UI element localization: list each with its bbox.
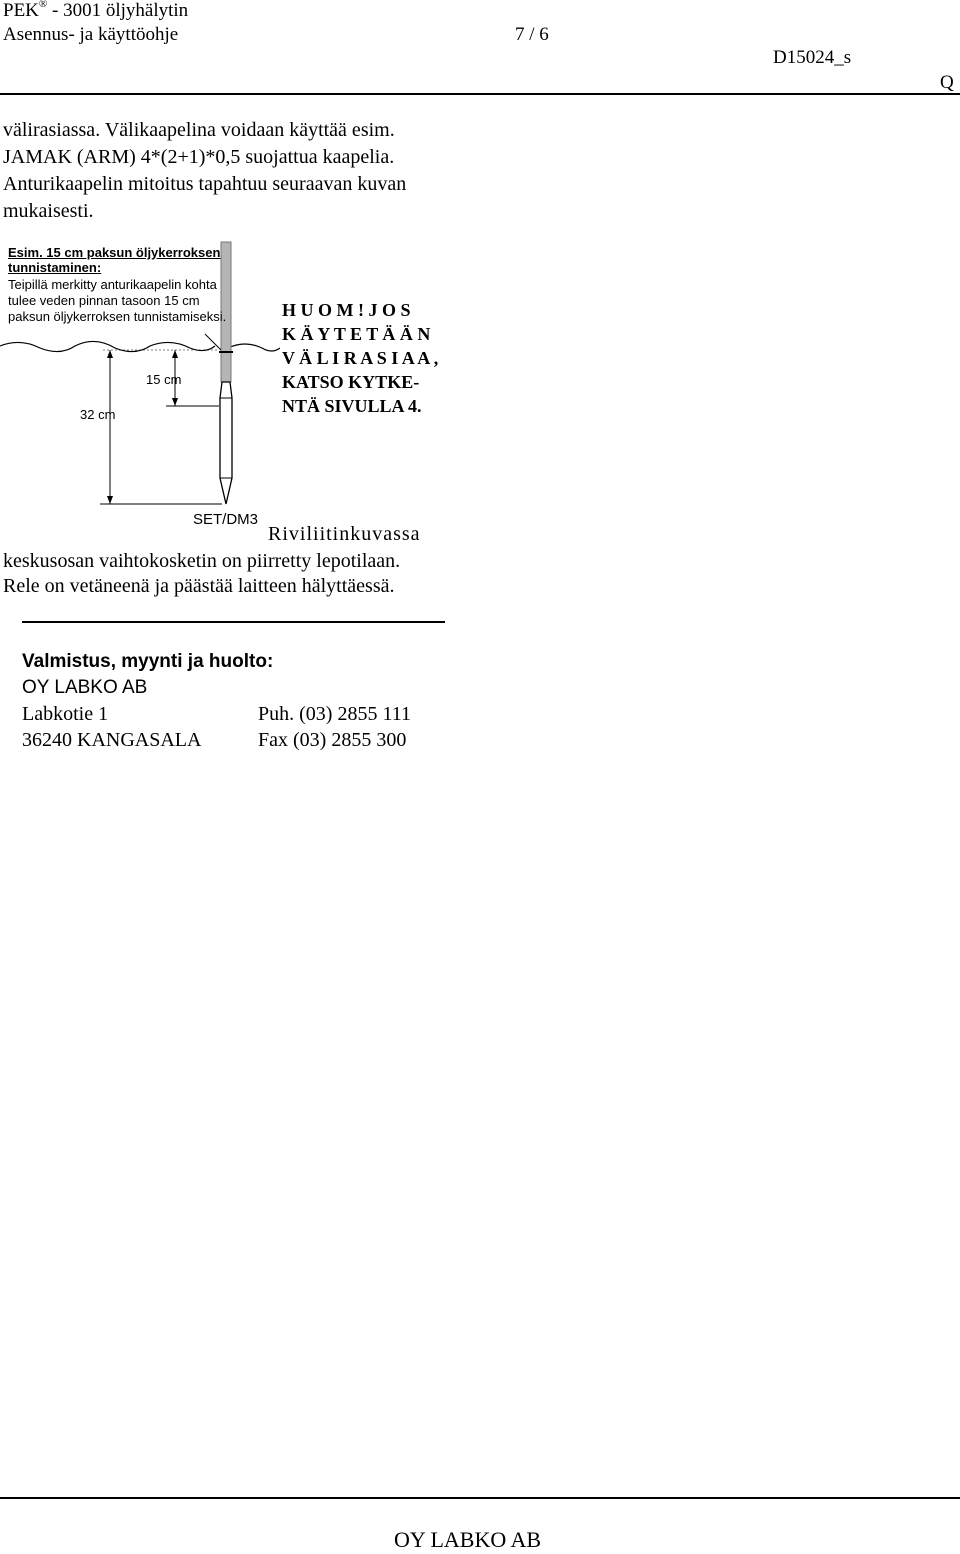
arrow-up-icon: [107, 350, 113, 358]
diagram-caption-line: tulee veden pinnan tasoon 15 cm: [8, 293, 200, 308]
footer-company: OY LABKO AB: [394, 1527, 542, 1552]
intro-line: JAMAK (ARM) 4*(2+1)*0,5 suojattua kaapelia.: [3, 146, 395, 168]
relay-text-line: Rele on vetäneenä ja päästää laitteen hälyttäessä.: [3, 575, 395, 597]
diagram-caption-heading: [8, 245, 220, 275]
revision-letter: Q: [940, 72, 954, 93]
diagram-caption-body: [8, 277, 226, 325]
water-surface-line-right: [228, 344, 280, 351]
header-product-title: [3, 0, 188, 22]
page-number: 7 / 6: [515, 24, 549, 45]
contact-city: 36240 KANGASALA: [22, 729, 202, 751]
contact-phone: Puh. (03) 2855 111: [258, 703, 411, 725]
note-line: NTÄ SIVULLA 4.: [282, 396, 422, 416]
intro-line: mukaisesti.: [3, 200, 94, 222]
diagram-caption-line: tunnistaminen:: [8, 260, 102, 275]
header-subtitle: Asennus- ja käyttöohje: [3, 24, 179, 45]
contact-fax: Fax (03) 2855 300: [258, 729, 407, 751]
arrow-down-icon: [172, 398, 178, 406]
diagram-caption-line: paksun öljykerroksen tunnistamiseksi.: [8, 309, 227, 324]
note-line: H U O M ! J O S: [282, 300, 411, 320]
arrow-up-icon: [172, 350, 178, 358]
sensor-model-label: SET/DM3: [193, 511, 259, 528]
intro-line: Anturikaapelin mitoitus tapahtuu seuraavan kuvan: [3, 173, 407, 195]
note-line: K Ä Y T E T Ä Ä N: [282, 324, 431, 344]
contact-company: OY LABKO AB: [22, 677, 148, 698]
note-line: KATSO KYTKE-: [282, 372, 420, 392]
contact-separator-rule: [22, 621, 445, 623]
contact-heading: Valmistus, myynti ja huolto:: [22, 651, 274, 672]
relay-text-line: keskusosan vaihtokosketin on piirretty lepotilaan.: [3, 550, 401, 572]
registered-mark: ®: [38, 0, 48, 10]
dimension-label-32cm: 32 cm: [80, 407, 116, 422]
dimension-label-15cm: 15 cm: [146, 372, 182, 387]
note-line: V Ä L I R A S I A A ,: [282, 348, 439, 368]
intro-line: välirasiassa. Välikaapelina voidaan käyttää esim.: [3, 119, 395, 141]
document-code: D15024_s: [773, 47, 852, 68]
diagram-caption-line: Teipillä merkitty anturikaapelin kohta: [8, 277, 217, 292]
relay-text-line: Riviliitinkuvassa: [268, 523, 421, 545]
contact-street: Labkotie 1: [22, 703, 109, 725]
diagram-caption-line: Esim. 15 cm paksun öljykerroksen: [8, 245, 221, 260]
product-name: PEK: [3, 0, 39, 21]
footer-rule: [0, 1497, 960, 1499]
arrow-down-icon: [107, 496, 113, 504]
header-rule: [0, 93, 960, 95]
product-description: - 3001 öljyhälytin: [47, 0, 189, 21]
sensor-probe-icon: [220, 382, 232, 504]
warning-note: [282, 298, 438, 418]
